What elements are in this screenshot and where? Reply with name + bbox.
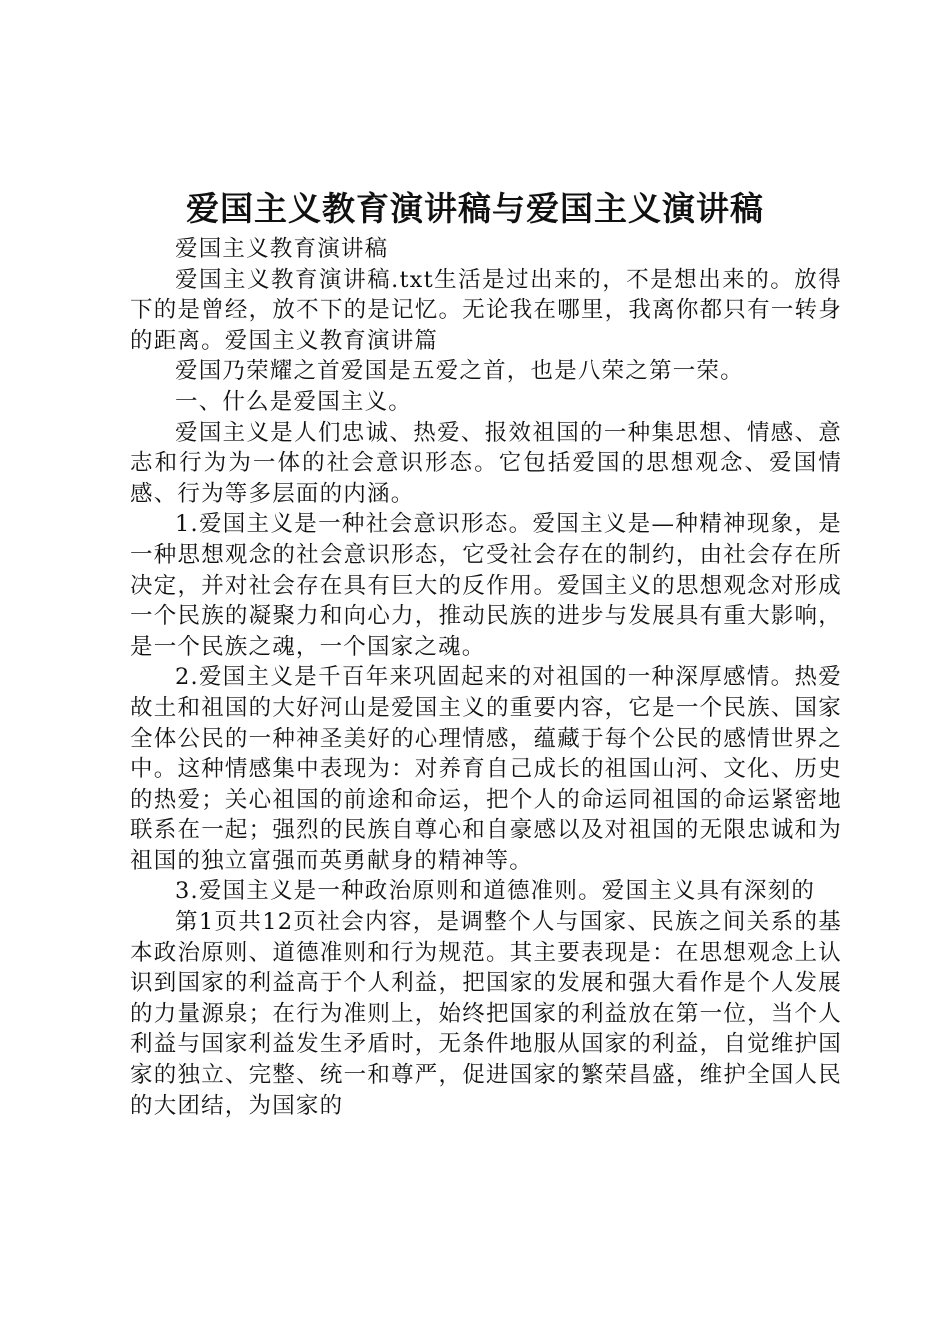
document-body bbox=[130, 234, 842, 1121]
paragraph-honor: 爱国乃荣耀之首爱国是五爱之首，也是八荣之第一荣。 bbox=[175, 358, 744, 385]
paragraph-subtitle: 爱国主义教育演讲稿 bbox=[175, 236, 389, 262]
document-title: 爱国主义教育演讲稿与爱国主义演讲稿 bbox=[186, 189, 764, 228]
paragraph-intro: 爱国主义教育演讲稿.txt生活是过出来的，不是想出来的。放得下的是曾经，放不下的是记忆。无论我在哪里，我离你都只有一转身的距离。爱国主义教育演讲篇 bbox=[130, 266, 842, 354]
paragraph-definition: 爱国主义是人们忠诚、热爱、报效祖国的一种集思想、情感、意志和行为为一体的社会意识形态。它包括爱国的思想观念、爱国情感、行为等多层面的内涵。 bbox=[130, 419, 842, 507]
paragraph-point-3: 3.爱国主义是一种政治原则和道德准则。爱国主义具有深刻的 bbox=[175, 878, 816, 905]
section-heading-1: 一、什么是爱国主义。 bbox=[175, 388, 413, 415]
paragraph-continuation: 第1页共12页社会内容，是调整个人与国家、民族之间关系的基本政治原则、道德准则和行为规范。其主要表现是：在思想观念上认识到国家的利益高于个人利益，把国家的发展和强大看作是个人发展的力量源泉；在行为准则上，始终把国家的利益放在第一位，当个人利益与国家利益发生矛盾时，无条件地服从国家的利益，自觉维护国家的独立、完整、统一和尊严，促进国家的繁荣昌盛，维护全国人民的大团结，为国家的 bbox=[130, 909, 842, 1119]
paragraph-point-1: 1.爱国主义是一种社会意识形态。爱国主义是—种精神现象，是一种思想观念的社会意识形态，它受社会存在的制约，由社会存在所决定，并对社会存在具有巨大的反作用。爱国主义的思想观念对形成一个民族的凝聚力和向心力，推动民族的进步与发展具有重大影响，是一个民族之魂，一个国家之魂。 bbox=[130, 511, 842, 660]
paragraph-point-2: 2.爱国主义是千百年来巩固起来的对祖国的一种深厚感情。热爱故土和祖国的大好河山是爱国主义的重要内容，它是一个民族、国家全体公民的一种神圣美好的心理情感，蕴藏于每个公民的感情世界之中。这种情感集中表现为：对养育自己成长的祖国山河、文化、历史的热爱；关心祖国的前途和命运，把个人的命运同祖国的命运紧密地联系在一起；强烈的民族自尊心和自豪感以及对祖国的无限忠诚和为祖国的独立富强而英勇献身的精神等。 bbox=[130, 664, 842, 874]
